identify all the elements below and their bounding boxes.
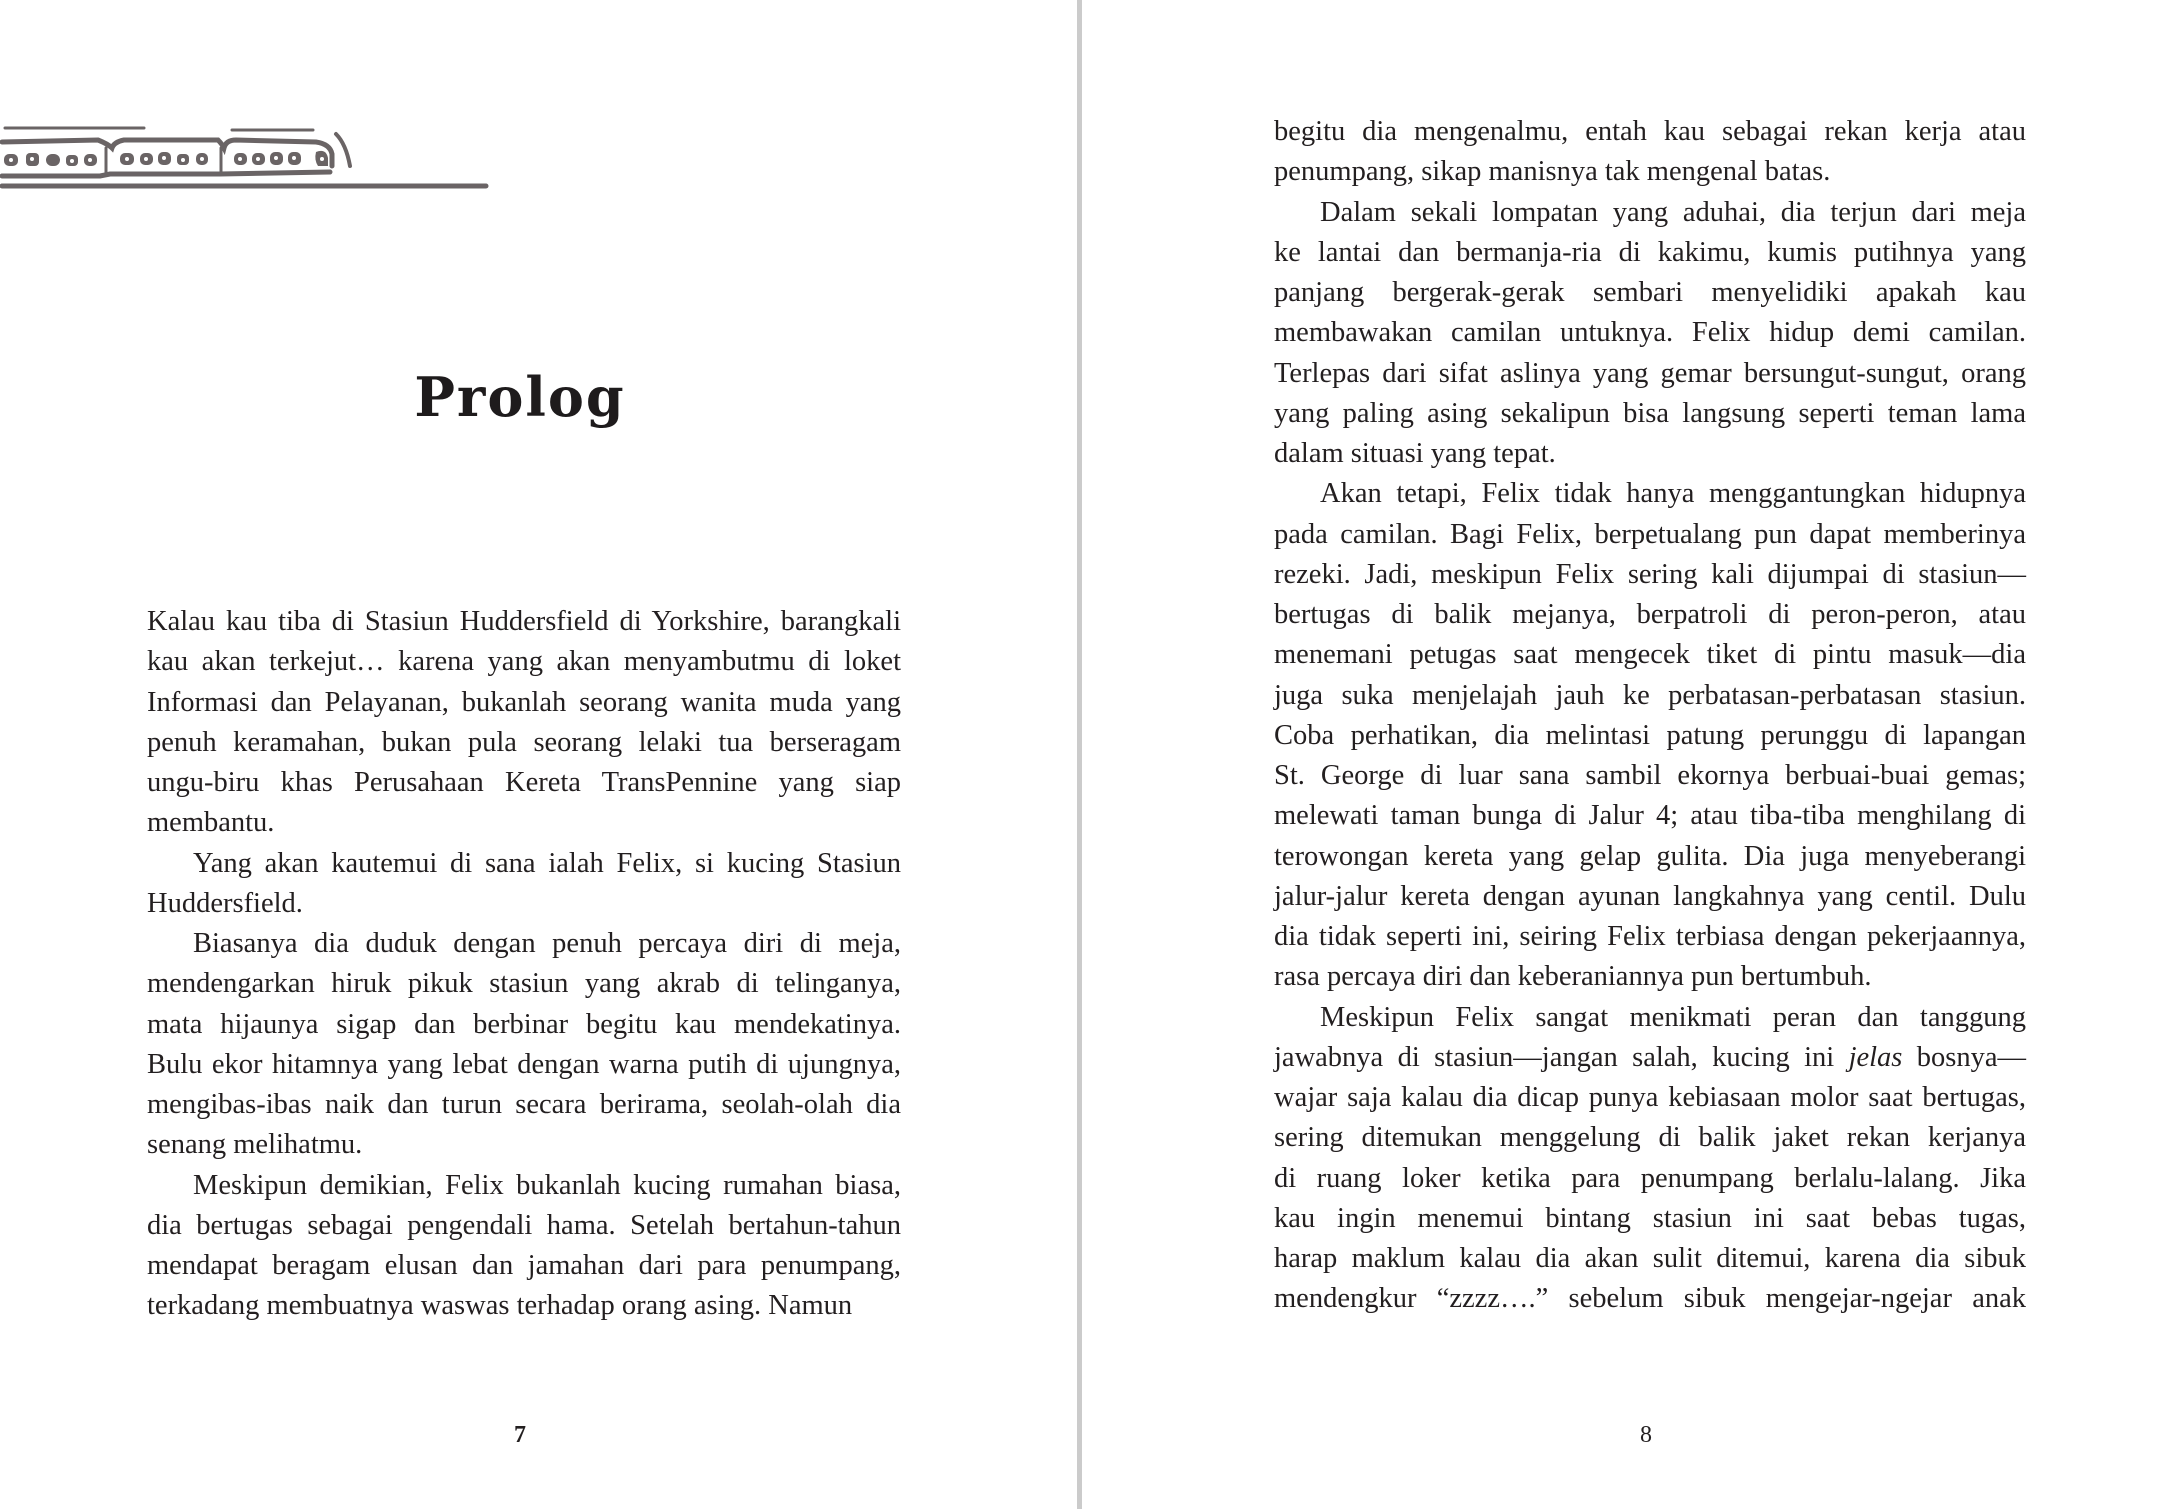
text-line: penumpang, sikap manisnya tak mengenal batas. — [1274, 156, 1831, 188]
text-line: terkadang membuatnya waswas terhadap orang asing. Namun — [147, 1290, 853, 1322]
text-line: Bulu ekor hitamnya yang lebat dengan warna putih di ujungnya, — [147, 1048, 901, 1080]
text-line: Huddersfield. — [147, 887, 303, 919]
text-line: mata hijaunya sigap dan berbinar begitu kau mendekatinya. — [147, 1008, 901, 1040]
page-number-left: 7 — [514, 1422, 526, 1448]
text-line: St. George di luar sana sambil ekornya berbuai-buai gemas; — [1274, 760, 2026, 791]
text-line: juga suka menjelajah jauh ke perbatasan-perbatasan stasiun. — [1274, 679, 2026, 711]
text-line: Biasanya dia duduk dengan penuh percaya diri di meja, — [193, 928, 901, 959]
text-line: Coba perhatikan, dia melintasi patung perunggu di lapangan — [1274, 719, 2026, 751]
text-line: penuh keramahan, bukan pula seorang lelaki tua berseragam — [147, 726, 901, 758]
text-line: Akan tetapi, Felix tidak hanya menggantungkan hidupnya — [1320, 478, 2026, 510]
text-line: yang paling asing sekalipun bisa langsung seperti teman lama — [1274, 397, 2026, 429]
text-line: jawabnya di stasiun—jangan salah, kucing ini jelas bosnya— — [1274, 1041, 2026, 1073]
text-line: mendapat beragam elusan dan jamahan dari para penumpang, — [147, 1250, 901, 1281]
text-line: senang melihatmu. — [147, 1129, 363, 1161]
text-line: panjang bergerak-gerak sembari menyelidiki apakah kau — [1274, 277, 2026, 308]
text-line: Terlepas dari sifat aslinya yang gemar bersungut-sungut, orang — [1274, 357, 2026, 389]
text-line: Meskipun demikian, Felix bukanlah kucing rumahan biasa, — [193, 1169, 901, 1201]
text-line: bertugas di balik mejanya, berpatroli di peron-peron, atau — [1274, 599, 2026, 630]
paragraph — [147, 602, 901, 844]
text-line: di ruang loker ketika para penumpang berlalu-lalang. Jika — [1274, 1162, 2026, 1194]
text-line: rezeki. Jadi, meskipun Felix sering kali dijumpai di stasiun— — [1274, 558, 2026, 590]
text-line: mendengkur “zzzz….” sebelum sibuk mengejar-ngejar anak — [1274, 1283, 2026, 1315]
text-line: membawakan camilan untuknya. Felix hidup demi camilan. — [1274, 317, 2026, 349]
paragraph — [1274, 998, 2026, 1320]
text-line: dia tidak seperti ini, seiring Felix terbiasa dengan pekerjaannya, — [1274, 921, 2026, 952]
page-number-right: 8 — [1640, 1422, 1652, 1448]
text-line: dia bertugas sebagai pengendali hama. Setelah bertahun-tahun — [147, 1209, 901, 1241]
right-page-body — [1274, 112, 2026, 1320]
text-line: ke lantai dan bermanja-ria di kakimu, kumis putihnya yang — [1274, 236, 2026, 268]
paragraph — [1274, 474, 2026, 997]
text-line: begitu dia mengenalmu, entah kau sebagai rekan kerja atau — [1274, 116, 2026, 147]
text-line: Informasi dan Pelayanan, bukanlah seorang wanita muda yang — [147, 686, 901, 718]
paragraph — [147, 924, 901, 1166]
text-line: melewati taman bunga di Jalur 4; atau tiba-tiba menghilang di — [1274, 800, 2026, 832]
paragraph — [1274, 112, 2026, 193]
text-line: ungu-biru khas Perusahaan Kereta TransPennine yang siap — [147, 767, 901, 798]
paragraph — [147, 844, 901, 925]
text-line: wajar saja kalau dia dicap punya kebiasaan molor saat bertugas, — [1274, 1082, 2026, 1113]
text-line: menemani petugas saat mengecek tiket di pintu masuk—dia — [1274, 639, 2026, 671]
train-illustration — [0, 118, 530, 190]
chapter-title: Prolog — [414, 365, 626, 429]
paragraph — [147, 1166, 901, 1327]
text-line: Meskipun Felix sangat menikmati peran dan tanggung — [1320, 1001, 2026, 1033]
paragraph — [1274, 193, 2026, 475]
text-line: Yang akan kautemui di sana ialah Felix, si kucing Stasiun — [193, 847, 901, 879]
text-line: mendengarkan hiruk pikuk stasiun yang akrab di telinganya, — [147, 968, 901, 1000]
left-page-body — [147, 602, 901, 1327]
emphasis: jelas — [1848, 1041, 1903, 1073]
text-line: Dalam sekali lompatan yang aduhai, dia terjun dari meja — [1320, 196, 2026, 228]
text-line: harap maklum kalau dia akan sulit ditemui, karena dia sibuk — [1274, 1243, 2026, 1274]
right-page — [1082, 0, 2168, 1509]
text-line: kau ingin menemui bintang stasiun ini saat bebas tugas, — [1274, 1202, 2026, 1234]
text-line: sering ditemukan menggelung di balik jaket rekan kerjanya — [1274, 1122, 2026, 1154]
text-line: terowongan kereta yang gelap gulita. Dia juga menyeberangi — [1274, 840, 2026, 872]
text-line: rasa percaya diri dan keberaniannya pun bertumbuh. — [1274, 961, 1872, 993]
text-line: membantu. — [147, 807, 275, 839]
left-page — [0, 0, 1077, 1509]
text-line: kau akan terkejut… karena yang akan menyambutmu di loket — [147, 646, 901, 678]
text-line: pada camilan. Bagi Felix, berpetualang pun dapat memberinya — [1274, 518, 2026, 550]
text-line: Kalau kau tiba di Stasiun Huddersfield di Yorkshire, barangkali — [147, 606, 901, 637]
text-line: mengibas-ibas naik dan turun secara berirama, seolah-olah dia — [147, 1089, 901, 1120]
text-line: jalur-jalur kereta dengan ayunan langkahnya yang centil. Dulu — [1274, 880, 2026, 912]
text-line: dalam situasi yang tepat. — [1274, 438, 1556, 469]
